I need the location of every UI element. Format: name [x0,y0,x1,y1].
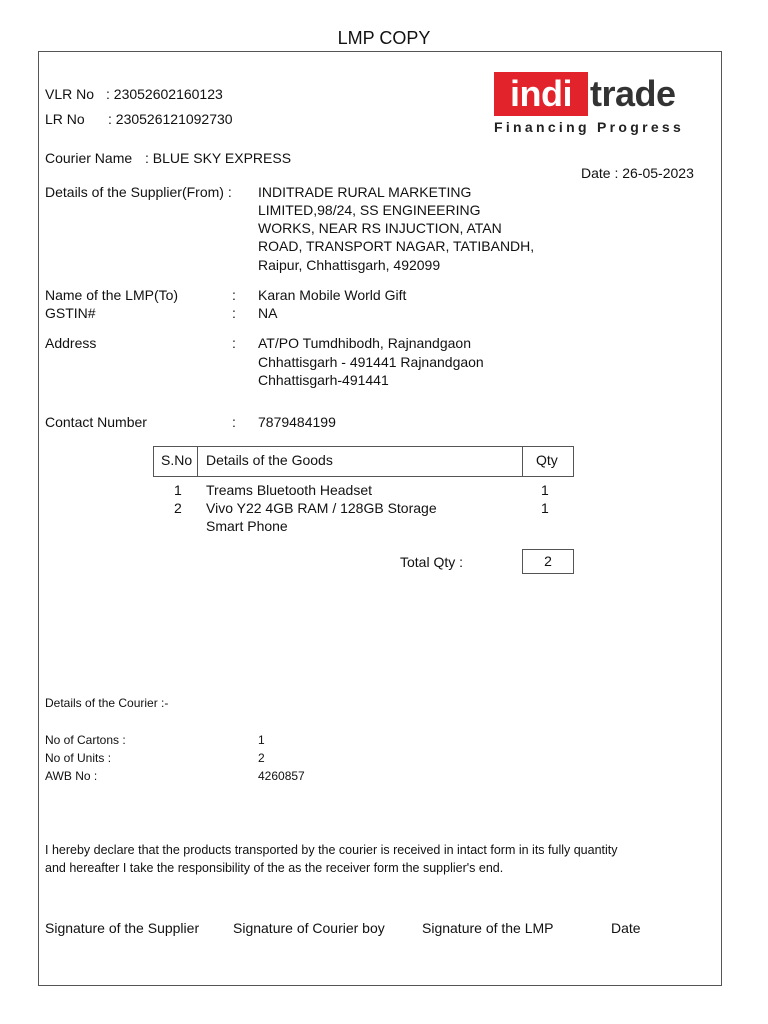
vlr-label: VLR No [45,86,95,102]
row-qty: 1 [541,482,549,498]
address-line: Chhattisgarh - 491441 Rajnandgaon [258,354,484,370]
units-value: 2 [258,751,265,765]
header-divider [522,447,523,476]
address-line: AT/PO Tumdhibodh, Rajnandgaon [258,335,471,351]
page-title: LMP COPY [337,28,431,48]
header-qty: Qty [536,452,558,468]
supplier-line: INDITRADE RURAL MARKETING [258,184,472,200]
vlr-value: : 23052602160123 [106,86,223,102]
supplier-label: Details of the Supplier(From) : [45,184,232,200]
cartons-label: No of Cartons : [45,733,126,747]
lr-value: : 230526121092730 [108,111,233,127]
header-details: Details of the Goods [206,452,333,468]
contact-colon: : [232,414,236,430]
row-details-cont: Smart Phone [206,518,288,534]
courier-label: Courier Name [45,150,133,166]
address-line: Chhattisgarh-491441 [258,372,389,388]
units-label: No of Units : [45,751,112,765]
gstin-colon: : [232,305,236,321]
lmp-label: Name of the LMP(To) [45,287,179,303]
supplier-line: WORKS, NEAR RS INJUCTION, ATAN [258,220,502,236]
row-qty: 1 [541,500,549,516]
awb-label: AWB No : [45,769,98,783]
signature-supplier: Signature of the Supplier [45,920,200,936]
awb-value: 4260857 [258,769,305,783]
address-label: Address [45,335,97,351]
row-sno: 1 [174,482,182,498]
logo-tagline: Financing Progress [494,119,685,135]
signature-courier-boy: Signature of Courier boy [233,920,385,936]
contact-label: Contact Number [45,414,147,430]
declaration-line: and hereafter I take the responsibility of the as the receiver form the supplier's end. [45,861,504,875]
document-date: Date : 26-05-2023 [581,165,694,181]
header-divider [197,447,198,476]
signature-lmp: Signature of the LMP [422,920,554,936]
gstin-label: GSTIN# [45,305,96,321]
header-sno: S.No [161,452,193,468]
row-details: Vivo Y22 4GB RAM / 128GB Storage [206,500,437,516]
lr-label: LR No [45,111,85,127]
courier-value: : BLUE SKY EXPRESS [145,150,292,166]
contact-value: 7879484199 [258,414,336,430]
supplier-line: ROAD, TRANSPORT NAGAR, TATIBANDH, [258,238,535,254]
lmp-colon: : [232,287,236,303]
logo-indi-text: indi [510,73,572,114]
row-details: Treams Bluetooth Headset [206,482,373,498]
gstin-value: NA [258,305,278,321]
supplier-line: Raipur, Chhattisgarh, 492099 [258,257,441,273]
courier-details-heading: Details of the Courier :- [45,696,169,710]
total-qty-value: 2 [522,549,574,574]
supplier-line: LIMITED,98/24, SS ENGINEERING [258,202,481,218]
signature-date: Date [611,920,641,936]
total-qty-label: Total Qty : [400,554,464,570]
cartons-value: 1 [258,733,265,747]
address-colon: : [232,335,236,351]
row-sno: 2 [174,500,182,516]
lmp-value: Karan Mobile World Gift [258,287,407,303]
logo-trade-text: trade [590,73,676,114]
declaration-line: I hereby declare that the products transported by the courier is received in intact form in its fully quantity [45,843,618,857]
